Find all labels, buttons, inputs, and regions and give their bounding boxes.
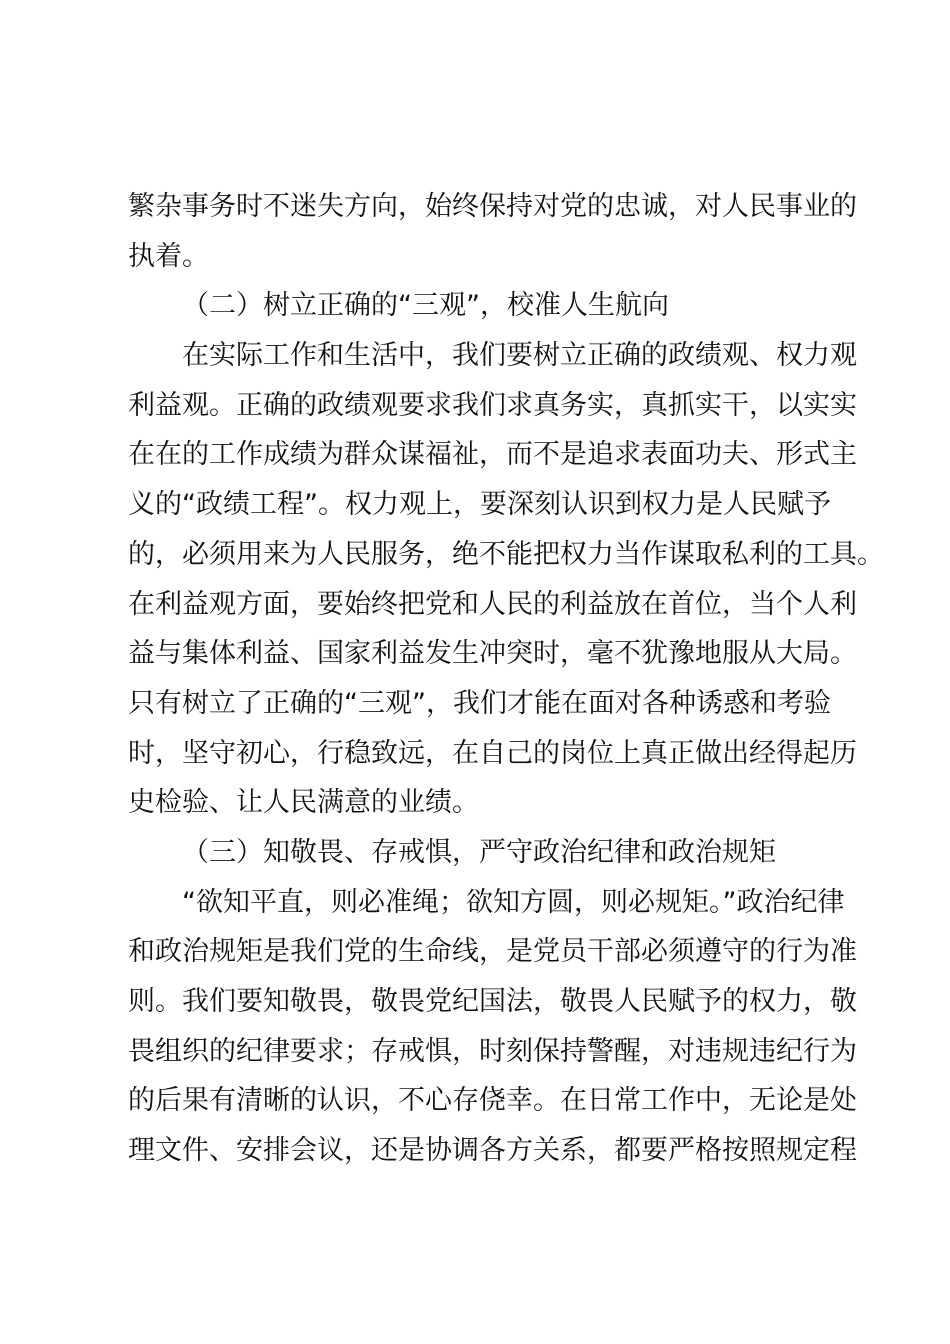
text-line: 的，必须用来为人民服务，绝不能把权力当作谋取私利的工具。 [128,538,884,570]
section-heading: （三）知敬畏、存戒惧，严守政治纪律和政治规矩 [182,836,776,868]
text-line: 利益观。正确的政绩观要求我们求真务实，真抓实干，以实实 [128,389,857,421]
text-line: 在在的工作成绩为群众谋福祉，而不是追求表面功夫、形式主 [128,439,857,471]
text-line: 理文件、安排会议，还是协调各方关系，都要严格按照规定程 [128,1135,857,1167]
text-line: 的后果有清晰的认识，不心存侥幸。在日常工作中，无论是处 [128,1085,857,1117]
section-heading: （二）树立正确的“三观”，校准人生航向 [182,290,669,322]
text-line: 执着。 [128,240,209,272]
paragraph-start: 在实际工作和生活中，我们要树立正确的政绩观、权力观 [182,340,857,372]
text-line: 则。我们要知敬畏，敬畏党纪国法，敬畏人民赋予的权力，敬 [128,986,857,1017]
text-line: 在利益观方面，要始终把党和人民的利益放在首位，当个人利 [128,588,857,620]
document-body [128,182,884,1176]
text-line: 史检验、让人民满意的业绩。 [128,787,479,819]
paragraph-start: “欲知平直，则必准绳；欲知方圆，则必规矩。”政治纪律 [182,886,845,918]
text-line: 时，坚守初心，行稳致远，在自己的岗位上真正做出经得起历 [128,737,857,769]
text-line: 益与集体利益、国家利益发生冲突时，毫不犹豫地服从大局。 [128,638,857,670]
text-line: 义的“政绩工程”。权力观上，要深刻认识到权力是人民赋予 [128,489,831,521]
text-line: 畏组织的纪律要求；存戒惧，时刻保持警醒，对违规违纪行为 [128,1035,857,1067]
text-line: 繁杂事务时不迷失方向，始终保持对党的忠诚，对人民事业的 [128,191,857,222]
text-line: 只有树立了正确的“三观”，我们才能在面对各种诱惑和考验 [128,687,831,719]
text-line: 和政治规矩是我们党的生命线，是党员干部必须遵守的行为准 [128,936,857,968]
